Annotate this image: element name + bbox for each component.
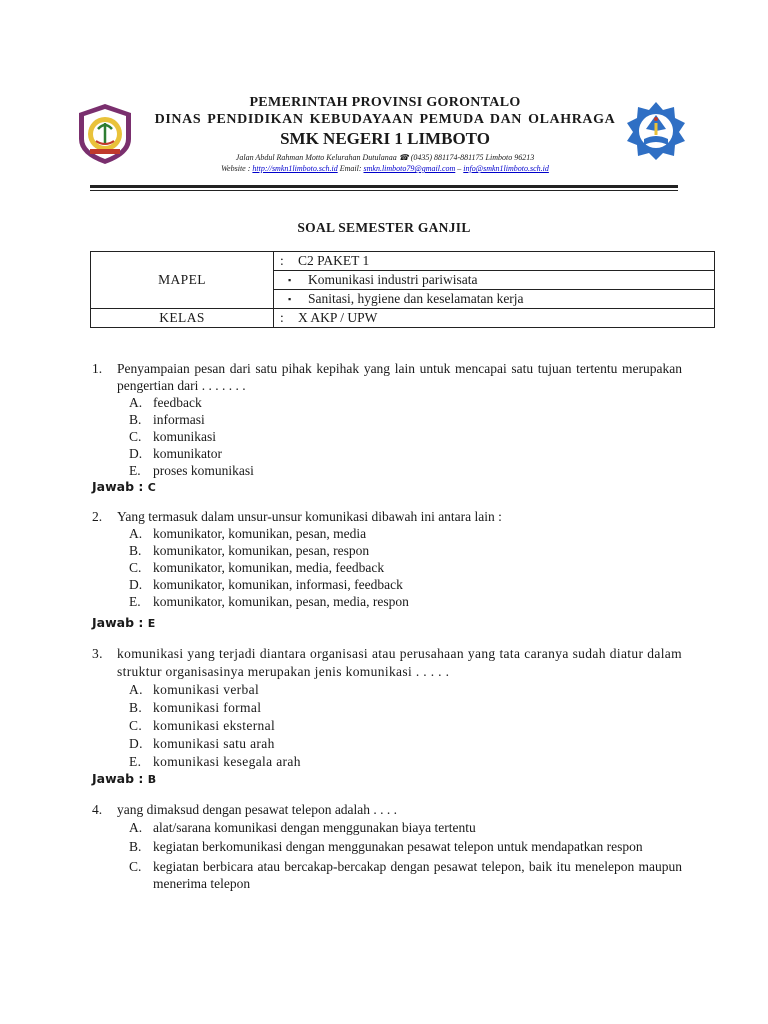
option-text: proses komunikasi [153,463,254,478]
option-a [129,819,682,837]
option-letter: D. [129,736,143,751]
answer-label: Jawab : [92,479,148,494]
email-separator: – [457,164,462,173]
option-text: alat/sarana komunikasi dengan menggunakan biaya tertentu [153,819,476,835]
question-number: 4. [92,802,103,817]
kelas-label: KELAS [91,309,274,328]
option-c [129,559,682,576]
option-e [129,593,682,610]
question-text: Penyampaian pesan dari satu pihak kepihak yang lain untuk mencapai satu tujuan tertentu merupakan pengertian dari . . . . . . . [117,361,682,393]
option-d [129,735,682,753]
option-text: komunikator, komunikan, pesan, respon [153,543,370,558]
answer-label: Jawab : [92,771,148,786]
email-link-secondary[interactable]: info@smkn1limboto.sch.id [463,164,549,173]
option-e [129,462,682,479]
question-2 [92,508,682,610]
option-letter: B. [129,543,142,558]
option-a [129,681,682,699]
option-letter: A. [129,682,143,697]
option-a [129,394,682,411]
option-text: komunikasi eksternal [153,718,276,733]
website-link[interactable]: http://smkn1limboto.sch.id [252,164,338,173]
answer-2 [92,615,155,630]
gorontalo-province-emblem-icon [74,103,136,165]
option-text: informasi [153,412,205,427]
option-letter: E. [129,754,142,769]
option-d [129,445,682,462]
option-c [129,428,682,445]
option-letter: C. [129,858,142,874]
option-letter: D. [129,446,143,461]
option-letter: E. [129,594,141,609]
option-text: kegiatan berbicara atau bercakap-bercakap dengan pesawat telepon, baik itu menelepon maupun menerima telepon [153,858,682,891]
option-list [129,525,682,610]
kelas-value: X AKP / UPW [298,310,378,325]
letterhead-divider-thick [90,185,678,188]
subject-value: Sanitasi, hygiene dan keselamatan kerja [308,291,524,306]
option-letter: E. [129,463,141,478]
option-c [129,717,682,735]
option-text: komunikator, komunikan, pesan, media [153,526,367,541]
option-text: komunikasi kesegala arah [153,754,301,769]
school-name: SMK NEGERI 1 LIMBOTO [280,129,490,148]
option-text: kegiatan berkomunikasi dengan menggunakan pesawat telepon untuk mendapatkan respon [153,839,643,854]
option-text: komunikator [153,446,222,461]
bullet-icon: ▪ [288,275,292,285]
option-b [129,699,682,717]
option-letter: C. [129,718,143,733]
option-letter: A. [129,819,143,835]
option-e [129,753,682,771]
school-address: Jalan Abdul Rahman Motto Kelurahan Dutulanaa ☎ (0435) 881174-881175 Limboto 96213 [235,153,535,162]
answer-value: B [147,773,157,786]
option-letter: B. [129,412,142,427]
answer-value: C [147,481,156,494]
paket-cell [274,252,715,271]
option-text: komunikator, komunikan, media, feedback [153,560,385,575]
option-letter: C. [129,429,142,444]
question-number: 2. [92,509,103,524]
mapel-label: MAPEL [91,252,274,309]
option-text: komunikasi formal [153,700,262,715]
option-a [129,525,682,542]
option-list [129,394,682,479]
option-text: komunikasi verbal [153,682,260,697]
document-title: SOAL SEMESTER GANJIL [297,220,471,235]
exam-info-table [90,251,715,328]
option-letter: B. [129,839,142,854]
subject-value: Komunikasi industri pariwisata [308,272,478,287]
table-row [91,309,715,328]
option-text: komunikator, komunikan, informasi, feedback [153,577,403,592]
department-name: DINAS PENDIDIKAN KEBUDAYAAN PEMUDA DAN OLAHRAGA [154,112,616,127]
answer-label: Jawab : [92,615,148,630]
colon: : [280,253,284,268]
option-list [129,681,682,771]
question-3 [92,645,682,771]
question-number: 1. [92,361,103,376]
option-letter: D. [129,577,143,592]
paket-value: C2 PAKET 1 [298,253,370,268]
option-d [129,576,682,593]
letterhead [140,94,630,174]
question-text: Yang termasuk dalam unsur-unsur komunikasi dibawah ini antara lain : [117,509,502,524]
option-text: komunikasi satu arah [153,736,275,751]
option-letter: A. [129,526,143,541]
option-c [129,858,682,893]
subject-cell [274,290,715,309]
option-text: komunikator, komunikan, pesan, media, respon [153,594,409,609]
school-contacts [140,163,630,174]
option-letter: C. [129,560,142,575]
option-list [129,819,682,893]
government-name: PEMERINTAH PROVINSI GORONTALO [249,95,521,110]
answer-1 [92,479,156,494]
option-text: komunikasi [153,429,216,444]
option-b [129,542,682,559]
email-link-primary[interactable]: smkn.limboto79@gmail.com [363,164,456,173]
answer-value: E [147,617,156,630]
option-b [129,838,682,856]
question-4 [92,801,682,893]
question-text: yang dimaksud dengan pesawat telepon adalah . . . . [117,802,398,817]
answer-3 [92,771,156,786]
option-b [129,411,682,428]
kelas-cell [274,309,715,328]
tut-wuri-handayani-logo-icon [626,101,686,161]
question-number: 3. [92,646,103,661]
letterhead-divider-thin [90,190,678,191]
question-1 [92,360,682,479]
option-letter: A. [129,395,143,410]
option-text: feedback [153,395,202,410]
bullet-icon: ▪ [288,294,292,304]
colon: : [280,310,284,325]
question-text: komunikasi yang terjadi diantara organisasi atau perusahaan yang tata caranya sudah diatur dalam struktur organisasinya merupakan jenis komunikasi . . . . . [117,646,682,679]
email-label: Email: [339,164,362,173]
table-row [91,252,715,271]
subject-cell [274,271,715,290]
option-letter: B. [129,700,143,715]
website-label: Website : [221,164,251,173]
